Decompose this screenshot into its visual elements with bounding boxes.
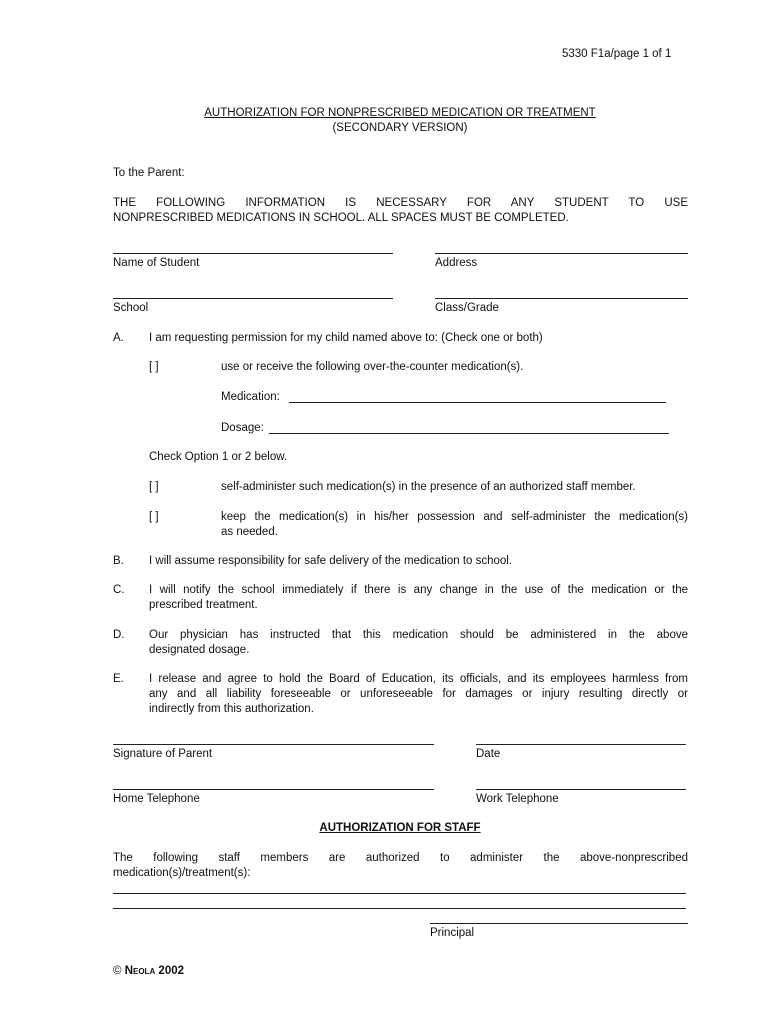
address-label: Address xyxy=(435,257,478,269)
section-c-letter: C. xyxy=(113,584,125,596)
section-e-line-1: I release and agree to hold the Board of Education, its officials, and its employees harmless from xyxy=(149,673,688,685)
option-keep-medication-line-2: as needed. xyxy=(221,526,278,538)
home-telephone-line[interactable] xyxy=(113,789,434,790)
medication-line[interactable] xyxy=(289,402,666,403)
staff-names-line-2[interactable] xyxy=(113,908,686,909)
copyright-footer xyxy=(113,964,184,979)
checkbox-use-medication[interactable]: [ ] xyxy=(149,361,159,373)
option-use-medication: use or receive the following over-the-counter medication(s). xyxy=(221,361,524,373)
medication-label: Medication: xyxy=(221,391,280,403)
section-c-line-1: I will notify the school immediately if there is any change in the use of the medication or the xyxy=(149,584,688,596)
principal-label: Principal xyxy=(430,927,475,939)
staff-heading: AUTHORIZATION FOR STAFF xyxy=(319,822,481,834)
form-title: AUTHORIZATION FOR NONPRESCRIBED MEDICATION OR TREATMENT xyxy=(204,107,596,119)
parent-signature-line[interactable] xyxy=(113,744,434,745)
principal-signature-line[interactable] xyxy=(430,923,688,924)
home-telephone-label: Home Telephone xyxy=(113,793,200,805)
staff-line-2: medication(s)/treatment(s): xyxy=(113,867,251,879)
student-name-label: Name of Student xyxy=(113,257,200,269)
dosage-label: Dosage: xyxy=(221,422,264,434)
staff-names-line-1[interactable] xyxy=(113,893,686,894)
greeting: To the Parent: xyxy=(113,167,185,179)
work-telephone-label: Work Telephone xyxy=(476,793,559,805)
dosage-line[interactable] xyxy=(269,433,669,434)
class-grade-label: Class/Grade xyxy=(435,302,499,314)
staff-line-1: The following staff members are authorized to administer the above-nonprescribed xyxy=(113,852,688,864)
intro-line-2: NONPRESCRIBED MEDICATIONS IN SCHOOL. ALL SPACES MUST BE COMPLETED. xyxy=(113,212,569,224)
option-self-administer: self-administer such medication(s) in the presence of an authorized staff member. xyxy=(221,481,636,493)
section-d-line-2: designated dosage. xyxy=(149,644,250,656)
check-option-note: Check Option 1 or 2 below. xyxy=(149,451,288,463)
copyright-symbol: © xyxy=(113,965,122,977)
school-line[interactable] xyxy=(113,298,393,299)
section-e-letter: E. xyxy=(113,673,124,685)
copyright-year: 2002 xyxy=(158,965,185,977)
date-label: Date xyxy=(476,748,501,760)
intro-line-1: THE FOLLOWING INFORMATION IS NECESSARY FOR ANY STUDENT TO USE xyxy=(113,197,688,209)
student-name-line[interactable] xyxy=(113,253,393,254)
section-e-line-3: indirectly from this authorization. xyxy=(149,703,314,715)
section-a-text: I am requesting permission for my child named above to: (Check one or both) xyxy=(149,332,543,344)
neola-brand: Neola xyxy=(124,965,156,977)
address-line[interactable] xyxy=(435,253,688,254)
option-keep-medication-line-1: keep the medication(s) in his/her possession and self-administer the medication(s) xyxy=(221,511,688,523)
checkbox-keep-medication[interactable]: [ ] xyxy=(149,511,159,523)
work-telephone-line[interactable] xyxy=(476,789,686,790)
page-reference: 5330 F1a/page 1 of 1 xyxy=(562,48,672,60)
class-grade-line[interactable] xyxy=(435,298,688,299)
section-d-letter: D. xyxy=(113,629,125,641)
checkbox-self-administer[interactable]: [ ] xyxy=(149,481,159,493)
section-b-letter: B. xyxy=(113,555,124,567)
school-label: School xyxy=(113,302,149,314)
section-a-letter: A. xyxy=(113,332,124,344)
section-b-text: I will assume responsibility for safe delivery of the medication to school. xyxy=(149,555,513,567)
section-d-line-1: Our physician has instructed that this medication should be administered in the above xyxy=(149,629,688,641)
section-c-line-2: prescribed treatment. xyxy=(149,599,258,611)
parent-signature-label: Signature of Parent xyxy=(113,748,213,760)
section-e-line-2: any and all liability foreseeable or unforeseeable for damages or injury resulting directly or xyxy=(149,688,688,700)
form-subtitle: (SECONDARY VERSION) xyxy=(332,122,468,134)
date-line[interactable] xyxy=(476,744,686,745)
